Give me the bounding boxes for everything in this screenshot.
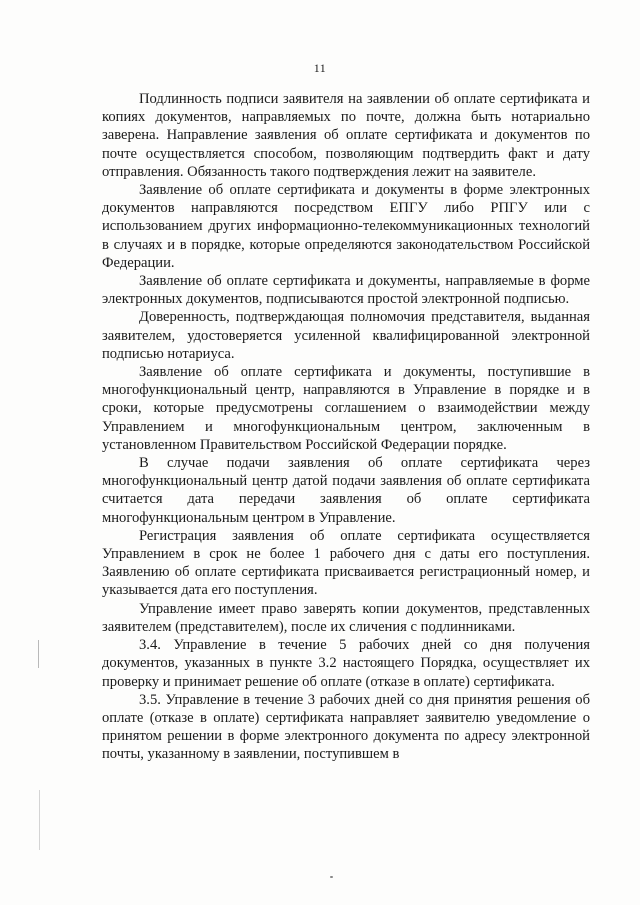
paragraph-clause-3-5: 3.5. Управление в течение 3 рабочих дней со дня принятия решения об оплате (отказе в оплате) сертификата направляет заявителю уведомление о принятом решении в форме электронного документа по адресу электронной почты, указанному в заявлении, поступившем в	[102, 691, 590, 763]
scan-artifact-mark	[39, 790, 40, 850]
paragraph-simple-signature: Заявление об оплате сертификата и документы, направляемые в форме электронных документов, подписываются простой электронной подписью.	[102, 273, 590, 308]
paragraph-mfc-forwarding: Заявление об оплате сертификата и документы, поступившие в многофункциональный центр, направляются в Управление в порядке и в сроки, которые предусмотрены соглашением о взаимодействии между Управлением и многофункциональным центром, заключенным в установленном Правительством Российской Федерации порядке.	[102, 364, 590, 453]
scan-artifact-mark	[38, 640, 39, 668]
paragraph-power-of-attorney: Доверенность, подтверждающая полномочия представителя, выданная заявителем, удостоверяется усиленной квалифицированной электронной подписью нотариуса.	[102, 309, 590, 362]
body-text	[102, 90, 590, 764]
scan-artifact-dot	[330, 876, 333, 878]
page-number: 11	[313, 61, 327, 75]
paragraph-electronic-submission: Заявление об оплате сертификата и документы в форме электронных документов направляются посредством ЕПГУ либо РПГУ или с использованием других информационно-телекоммуникационных технологий в случаях и в порядке, которые определяются законодательством Российской Федерации.	[102, 182, 590, 271]
paragraph-mfc-submission-date: В случае подачи заявления об оплате сертификата через многофункциональный центр датой подачи заявления об оплате сертификата считается дата передачи заявления об оплате сертификата многофункциональным центром в Управление.	[102, 455, 590, 526]
paragraph-clause-3-4: 3.4. Управление в течение 5 рабочих дней со дня получения документов, указанных в пункте 3.2 настоящего Порядка, осуществляет их проверку и принимает решение об оплате (отказе в оплате) сертификата.	[102, 637, 590, 690]
paragraph-signature-authenticity: Подлинность подписи заявителя на заявлении об оплате сертификата и копиях документов, направляемых по почте, должна быть нотариально заверена. Направление заявления об оплате сертификата и документов по почте осуществляется способом, позволяющим подтвердить факт и дату отправления. Обязанность такого подтверждения лежит на заявителе.	[102, 91, 590, 180]
paragraph-registration: Регистрация заявления об оплате сертификата осуществляется Управлением в срок не более 1 рабочего дня с даты его поступления. Заявлению об оплате сертификата присваивается регистрационный номер, и указывается дата его поступления.	[102, 527, 590, 599]
paragraph-copy-certification: Управление имеет право заверять копии документов, представленных заявителем (представителем), после их сличения с подлинниками.	[102, 600, 590, 635]
